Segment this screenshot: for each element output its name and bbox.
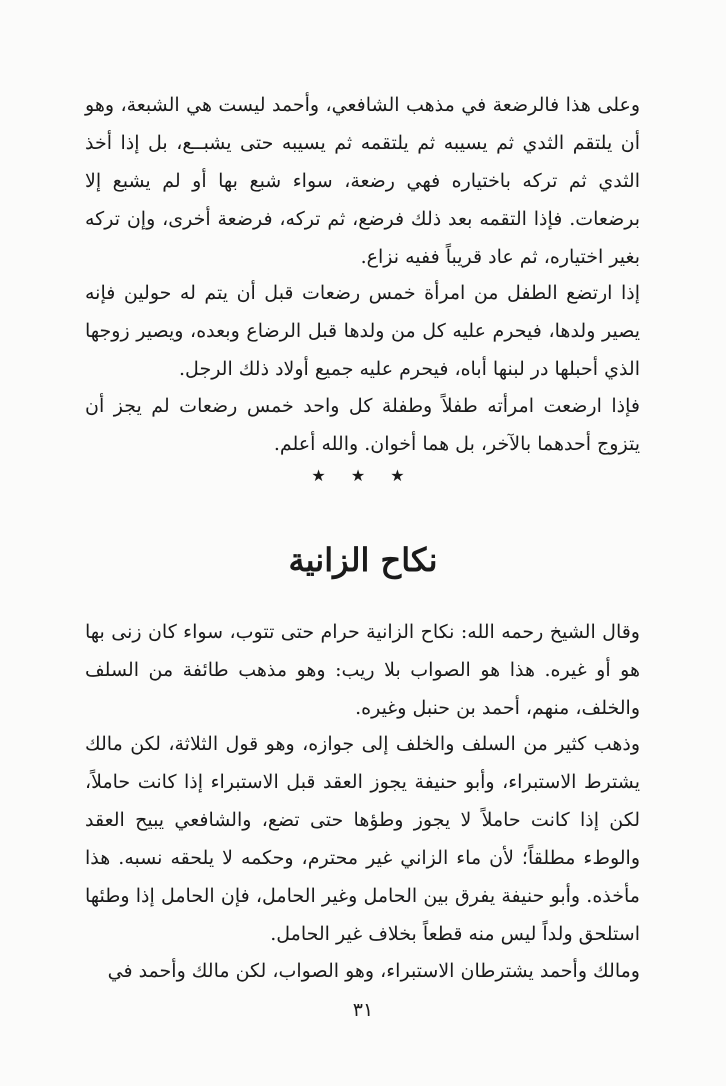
paragraph-siblings-ruling: فإذا ارضعت امرأته طفلاً وطفلة كل واحد خمس رضعات لم يجز أن يتزوج أحدهما بالآخر، بل هما أخوان. والله أعلم. bbox=[85, 395, 640, 455]
paragraph-breastfeeding-definition: وعلى هذا فالرضعة في مذهب الشافعي، وأحمد ليست هي الشبعة، وهو أن يلتقم الثدي ثم يسيبه ثم يلتقمه ثم يسيبه حتى يشبــع، بل إذا أخذ الثدي ثم تركه باختياره فهي رضعة، سواء شبع بها أو لم يشبع إلا برضعات. فإذا التقمه بعد ذلك فرضع، ثم تركه، فرضعة أخرى، وإن تركه بغير اختياره، ثم عاد قريباً ففيه نزاع. bbox=[85, 94, 640, 268]
page-number: ٣١ bbox=[352, 999, 374, 1021]
paragraph-sheikh-ruling: وقال الشيخ رحمه الله: نكاح الزانية حرام حتى تتوب، سواء كان زنى بها هو أو غيره. هذا هو الصواب بلا ريب: وهو مذهب طائفة من السلف والخلف، منهم، أحمد بن حنبل وغيره. bbox=[85, 621, 640, 719]
paragraph-scholars-opinions: وذهب كثير من السلف والخلف إلى جوازه، وهو قول الثلاثة، لكن مالك يشترط الاستبراء، وأبو حنيفة يجوز العقد قبل الاستبراء إذا كانت حاملاً، لكن إذا كانت حاملاً لا يجوز وطؤها حتى تضع، والشافعي يبيح العقد والوطء مطلقاً؛ لأن ماء الزاني غير محترم، وحكمه لا يلحقه نسبه. هذا مأخذه. وأبو حنيفة يفرق بين الحامل وغير الحامل، فإن الحامل إذا وطئها استلحق ولداً ليس منه قطعاً بخلاف غير الحامل. bbox=[85, 733, 640, 945]
section-heading: نكاح الزانية bbox=[288, 541, 438, 579]
paragraph-nursing-kinship: إذا ارتضع الطفل من امرأة خمس رضعات قبل أن يتم له حولين فإنه يصير ولدها، فيحرم عليه كل من ولدها قبل الرضاع وبعده، ويصير زوجها الذي أحبلها در لبنها أباه، فيحرم عليه جميع أولاد ذلك الرجل. bbox=[85, 282, 640, 380]
paragraph-istibra: ومالك وأحمد يشترطان الاستبراء، وهو الصواب، لكن مالك وأحمد في bbox=[107, 960, 640, 982]
section-separator: ★ ★ ★ bbox=[311, 466, 415, 485]
